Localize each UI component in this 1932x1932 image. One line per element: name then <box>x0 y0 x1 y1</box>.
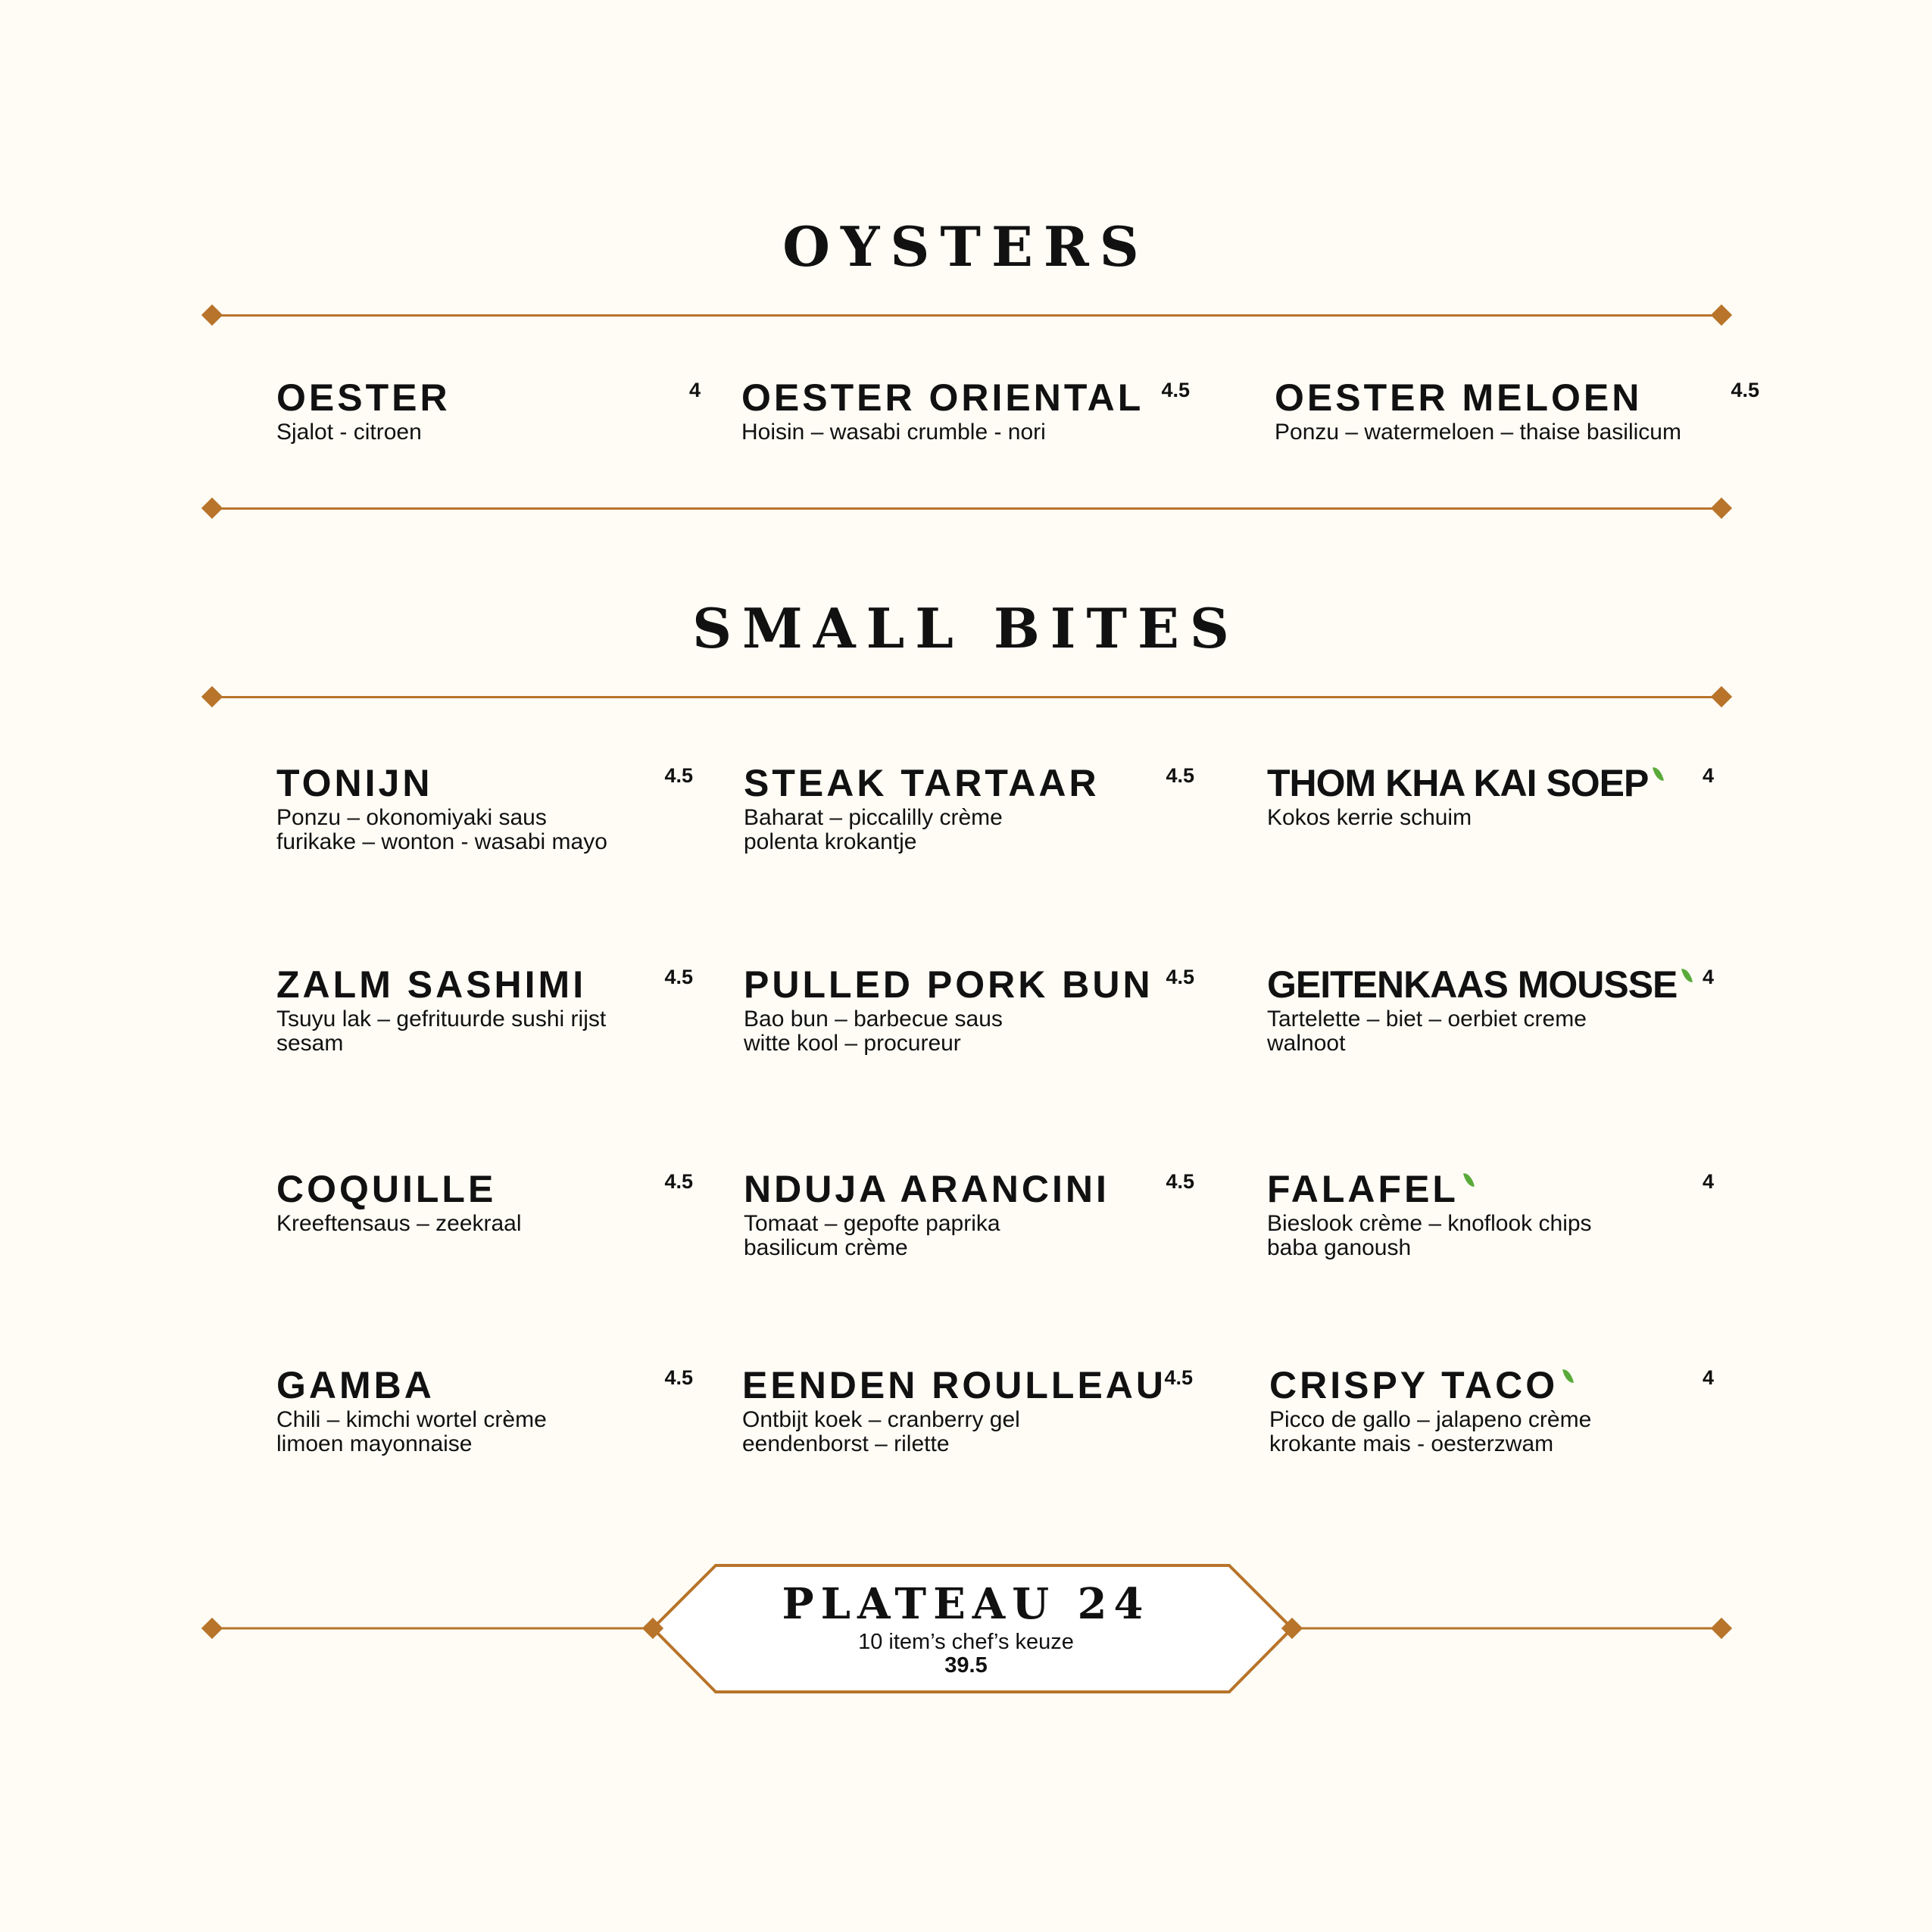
item-name: TONIJN <box>276 762 433 804</box>
item-price: 4 <box>1703 1366 1715 1389</box>
item-price: 4 <box>1703 966 1715 988</box>
plateau-subtitle: 10 item’s chef’s keuze <box>858 1630 1074 1654</box>
item-name: GEITENKAAS MOUSSE <box>1267 963 1691 1006</box>
plateau-title: PLATEAU 24 <box>782 1579 1150 1629</box>
oysters-title: OYSTERS <box>782 214 1150 279</box>
item-name: EENDEN ROULLEAU <box>742 1364 1167 1406</box>
item-price: 4 <box>688 379 701 401</box>
item-price: 4.5 <box>664 1170 693 1193</box>
item-description: Baharat – piccalilly crème polenta krokantje <box>744 805 1003 854</box>
item-price: 4.5 <box>1161 379 1190 401</box>
item-name: OESTER <box>276 376 451 419</box>
item-description: Bieslook crème – knoflook chips baba ganoush <box>1267 1211 1592 1260</box>
plateau-price: 39.5 <box>944 1653 988 1678</box>
item-description: Kokos kerrie schuim <box>1267 805 1472 830</box>
item-description: Tartelette – biet – oerbiet creme walnoot <box>1267 1007 1587 1056</box>
item-price: 4.5 <box>1166 1170 1194 1193</box>
item-name: COQUILLE <box>276 1168 497 1210</box>
item-name: CRISPY TACO <box>1269 1364 1572 1406</box>
item-price: 4.5 <box>664 1366 693 1389</box>
item-price: 4.5 <box>1166 764 1194 787</box>
item-price: 4.5 <box>1164 1366 1193 1389</box>
item-name: NDUJA ARANCINI <box>744 1168 1110 1210</box>
item-description: Ontbijt koek – cranberry gel eendenborst – rilette <box>742 1407 1020 1456</box>
item-name: OESTER ORIENTAL <box>741 376 1144 419</box>
item-description: Sjalot - citroen <box>276 420 422 445</box>
item-price: 4 <box>1703 1170 1715 1193</box>
item-price: 4.5 <box>1731 379 1759 401</box>
item-description: Tsuyu lak – gefrituurde sushi rijst sesam <box>276 1007 607 1056</box>
item-description: Ponzu – watermeloen – thaise basilicum <box>1275 420 1681 445</box>
item-description: Bao bun – barbecue saus witte kool – procureur <box>744 1007 1003 1056</box>
item-description: Kreeftensaus – zeekraal <box>276 1211 522 1236</box>
item-name: THOM KHA KAI SOEP <box>1267 762 1662 804</box>
item-price: 4.5 <box>664 764 693 787</box>
item-name: FALAFEL <box>1267 1168 1473 1210</box>
item-description: Hoisin – wasabi crumble - nori <box>741 420 1046 445</box>
small-bites-title: SMALL BITES <box>692 596 1240 660</box>
item-description: Picco de gallo – jalapeno crème krokante mais - oesterzwam <box>1269 1407 1592 1456</box>
item-price: 4.5 <box>664 966 693 988</box>
item-name: STEAK TARTAAR <box>744 762 1100 804</box>
item-name: ZALM SASHIMI <box>276 963 587 1006</box>
item-name: PULLED PORK BUN <box>744 963 1153 1006</box>
item-price: 4 <box>1703 764 1715 787</box>
item-description: Tomaat – gepofte paprika basilicum crème <box>744 1211 1000 1260</box>
item-description: Ponzu – okonomiyaki saus furikake – wonton - wasabi mayo <box>276 805 607 854</box>
item-name: GAMBA <box>276 1364 435 1406</box>
item-price: 4.5 <box>1166 966 1194 988</box>
item-description: Chili – kimchi wortel crème limoen mayonnaise <box>276 1407 547 1456</box>
item-name: OESTER MELOEN <box>1275 376 1643 419</box>
